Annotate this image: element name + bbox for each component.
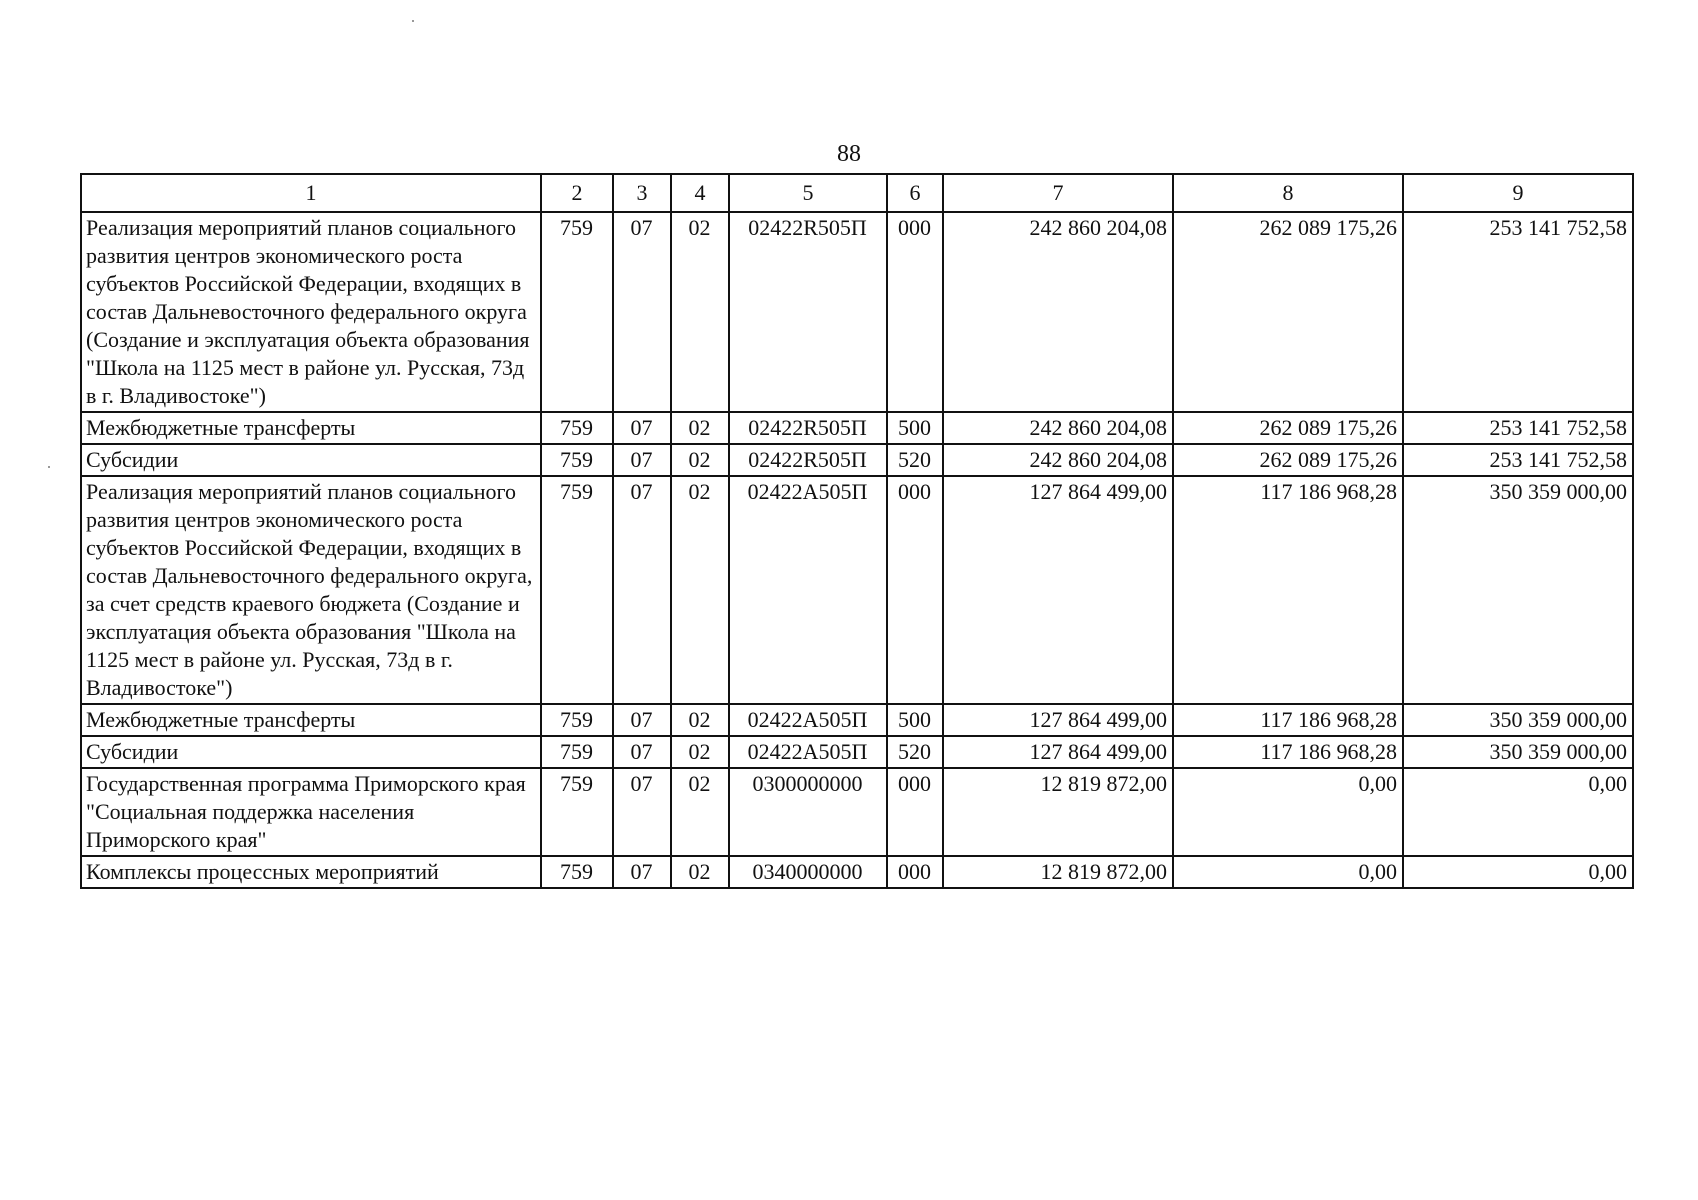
header-row bbox=[81, 174, 1633, 212]
amount-cell bbox=[1403, 856, 1633, 888]
subsection-code: 02 bbox=[671, 856, 729, 888]
amount-cell bbox=[1173, 212, 1403, 412]
amount-cell bbox=[1173, 856, 1403, 888]
subsection-code: 02 bbox=[671, 476, 729, 704]
scan-speck bbox=[48, 466, 50, 468]
amount-cell bbox=[1403, 476, 1633, 704]
item-name: Межбюджетные трансферты bbox=[81, 412, 541, 444]
table-row bbox=[81, 476, 1633, 704]
ministry-code: 759 bbox=[541, 736, 613, 768]
expense-type-code: 000 bbox=[887, 768, 943, 856]
target-code: 0300000000 bbox=[729, 768, 887, 856]
page-number: 88 bbox=[837, 141, 861, 167]
section-code: 07 bbox=[613, 412, 671, 444]
ministry-code: 759 bbox=[541, 476, 613, 704]
column-header: 3 bbox=[613, 174, 671, 212]
section-code: 07 bbox=[613, 704, 671, 736]
amount-cell bbox=[1403, 736, 1633, 768]
amount-value: 253 141 752,58 bbox=[1489, 415, 1627, 440]
section-code: 07 bbox=[613, 212, 671, 412]
target-code: 02422R505П bbox=[729, 212, 887, 412]
table-row bbox=[81, 736, 1633, 768]
amount-cell bbox=[943, 444, 1173, 476]
target-code: 0340000000 bbox=[729, 856, 887, 888]
column-header: 4 bbox=[671, 174, 729, 212]
expense-type-code: 000 bbox=[887, 476, 943, 704]
amount-cell bbox=[1173, 476, 1403, 704]
expense-type-code: 520 bbox=[887, 736, 943, 768]
table-row bbox=[81, 212, 1633, 412]
subsection-code: 02 bbox=[671, 768, 729, 856]
amount-cell bbox=[943, 212, 1173, 412]
budget-table bbox=[80, 173, 1634, 889]
amount-cell bbox=[943, 476, 1173, 704]
target-code: 02422R505П bbox=[729, 412, 887, 444]
amount-cell bbox=[1173, 444, 1403, 476]
target-code: 02422А505П bbox=[729, 704, 887, 736]
amount-value: 253 141 752,58 bbox=[1489, 215, 1627, 240]
expense-type-code: 500 bbox=[887, 412, 943, 444]
column-header: 1 bbox=[81, 174, 541, 212]
amount-value: 127 864 499,00 bbox=[1029, 479, 1167, 504]
column-header: 6 bbox=[887, 174, 943, 212]
amount-value: 242 860 204,08 bbox=[1029, 415, 1167, 440]
table-row bbox=[81, 444, 1633, 476]
amount-value: 127 864 499,00 bbox=[1029, 707, 1167, 732]
subsection-code: 02 bbox=[671, 212, 729, 412]
amount-value: 127 864 499,00 bbox=[1029, 739, 1167, 764]
expense-type-code: 000 bbox=[887, 212, 943, 412]
column-header: 5 bbox=[729, 174, 887, 212]
subsection-code: 02 bbox=[671, 444, 729, 476]
ministry-code: 759 bbox=[541, 212, 613, 412]
column-header: 7 bbox=[943, 174, 1173, 212]
amount-value: 117 186 968,28 bbox=[1260, 707, 1397, 732]
target-code: 02422А505П bbox=[729, 736, 887, 768]
amount-cell bbox=[1403, 212, 1633, 412]
amount-value: 0,00 bbox=[1358, 771, 1397, 796]
amount-cell bbox=[1403, 444, 1633, 476]
section-code: 07 bbox=[613, 736, 671, 768]
table-row bbox=[81, 768, 1633, 856]
section-code: 07 bbox=[613, 476, 671, 704]
expense-type-code: 500 bbox=[887, 704, 943, 736]
amount-value: 242 860 204,08 bbox=[1029, 447, 1167, 472]
amount-value: 253 141 752,58 bbox=[1489, 447, 1627, 472]
item-name: Межбюджетные трансферты bbox=[81, 704, 541, 736]
item-name: Реализация мероприятий планов социального развития центров экономического роста субъектов Российской Федерации, входящих в состав Дальневосточного федерального округа, за счет средств краевого бюджета (Создание и эксплуатация объекта образования "Школа на 1125 мест в районе ул. Русская, 73д в г. Владивостоке") bbox=[81, 476, 541, 704]
table-row bbox=[81, 856, 1633, 888]
amount-value: 12 819 872,00 bbox=[1040, 771, 1167, 796]
amount-cell bbox=[1173, 412, 1403, 444]
amount-value: 0,00 bbox=[1588, 771, 1627, 796]
ministry-code: 759 bbox=[541, 704, 613, 736]
amount-value: 242 860 204,08 bbox=[1029, 215, 1167, 240]
item-name: Комплексы процессных мероприятий bbox=[81, 856, 541, 888]
amount-value: 350 359 000,00 bbox=[1489, 739, 1627, 764]
subsection-code: 02 bbox=[671, 412, 729, 444]
subsection-code: 02 bbox=[671, 736, 729, 768]
amount-cell bbox=[943, 412, 1173, 444]
amount-cell bbox=[1173, 768, 1403, 856]
target-code: 02422А505П bbox=[729, 476, 887, 704]
target-code: 02422R505П bbox=[729, 444, 887, 476]
item-name: Субсидии bbox=[81, 444, 541, 476]
amount-value: 117 186 968,28 bbox=[1260, 479, 1397, 504]
ministry-code: 759 bbox=[541, 412, 613, 444]
amount-cell bbox=[1173, 704, 1403, 736]
amount-value: 0,00 bbox=[1358, 859, 1397, 884]
section-code: 07 bbox=[613, 444, 671, 476]
amount-cell bbox=[943, 856, 1173, 888]
ministry-code: 759 bbox=[541, 768, 613, 856]
amount-value: 12 819 872,00 bbox=[1040, 859, 1167, 884]
amount-value: 350 359 000,00 bbox=[1489, 479, 1627, 504]
amount-value: 350 359 000,00 bbox=[1489, 707, 1627, 732]
table-row bbox=[81, 412, 1633, 444]
amount-value: 117 186 968,28 bbox=[1260, 739, 1397, 764]
amount-cell bbox=[1403, 768, 1633, 856]
ministry-code: 759 bbox=[541, 444, 613, 476]
column-header: 8 bbox=[1173, 174, 1403, 212]
item-name: Субсидии bbox=[81, 736, 541, 768]
amount-value: 262 089 175,26 bbox=[1259, 415, 1397, 440]
amount-cell bbox=[943, 768, 1173, 856]
section-code: 07 bbox=[613, 768, 671, 856]
column-header: 2 bbox=[541, 174, 613, 212]
amount-cell bbox=[1173, 736, 1403, 768]
expense-type-code: 520 bbox=[887, 444, 943, 476]
amount-cell bbox=[1403, 704, 1633, 736]
scan-speck bbox=[412, 20, 414, 22]
item-name: Государственная программа Приморского края "Социальная поддержка населения Приморского края" bbox=[81, 768, 541, 856]
subsection-code: 02 bbox=[671, 704, 729, 736]
ministry-code: 759 bbox=[541, 856, 613, 888]
amount-cell bbox=[943, 704, 1173, 736]
item-name: Реализация мероприятий планов социального развития центров экономического роста субъектов Российской Федерации, входящих в состав Дальневосточного федерального округа (Создание и эксплуатация объекта образования "Школа на 1125 мест в районе ул. Русская, 73д в г. Владивостоке") bbox=[81, 212, 541, 412]
expense-type-code: 000 bbox=[887, 856, 943, 888]
column-header: 9 bbox=[1403, 174, 1633, 212]
amount-value: 0,00 bbox=[1588, 859, 1627, 884]
amount-cell bbox=[943, 736, 1173, 768]
amount-value: 262 089 175,26 bbox=[1259, 215, 1397, 240]
amount-value: 262 089 175,26 bbox=[1259, 447, 1397, 472]
amount-cell bbox=[1403, 412, 1633, 444]
table-row bbox=[81, 704, 1633, 736]
section-code: 07 bbox=[613, 856, 671, 888]
